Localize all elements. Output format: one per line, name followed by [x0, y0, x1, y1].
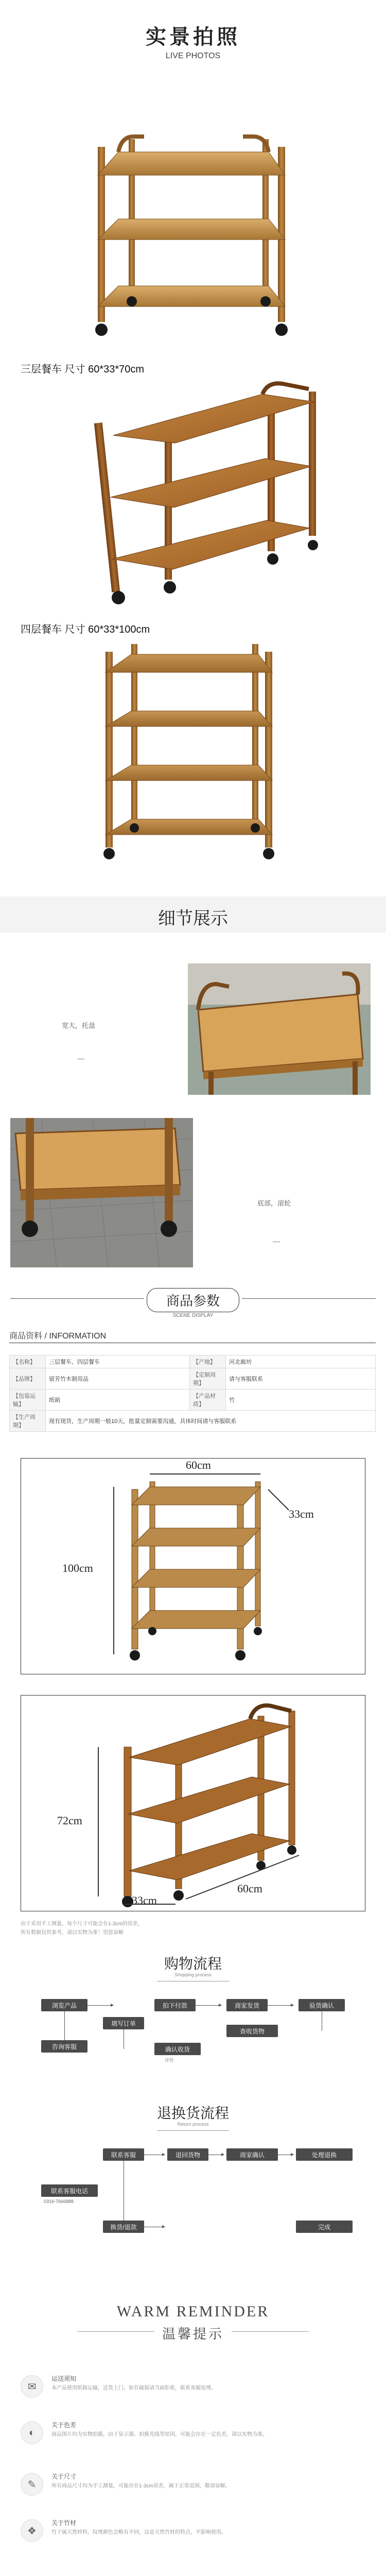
spec-key: 【产品材质】 — [190, 1389, 226, 1411]
photo-wheel-detail — [10, 1118, 193, 1267]
return-step-process: 处理退换 — [296, 2148, 353, 2161]
measure-note-2: 所有数据仅供参考，请以实物为准！望您谅解 — [21, 1930, 124, 1936]
return-step-send: 退回货物 — [167, 2148, 208, 2161]
dim-depth-three: 33cm — [132, 1894, 157, 1907]
detail-label-wheel: 底部，滚轮 — [257, 1199, 291, 1207]
photo-four-tier-cart — [21, 641, 365, 863]
tip-title: 关于竹材 — [51, 2519, 77, 2527]
step-pay: 拍下付款 — [154, 1999, 196, 2011]
params-rule-right — [242, 1298, 376, 1299]
spec-key: 【名称】 — [10, 1355, 46, 1368]
photo-three-tier-cart-angle — [21, 381, 365, 613]
returns-subtitle: Return process — [177, 2122, 209, 2127]
photo-three-tier-cart — [21, 124, 365, 355]
spec-value: 三层餐车、四层餐车 — [46, 1355, 190, 1368]
caption-four-tier: 四层餐车 尺寸 60*33*100cm — [21, 624, 150, 635]
four-tier-cart-illustration — [21, 641, 365, 863]
return-step-refund: 换货/退款 — [103, 2221, 144, 2233]
spec-row — [10, 1411, 376, 1432]
color-icon: ◐ — [21, 2421, 43, 2444]
dimension-diagram-four-tier — [21, 1458, 365, 1674]
dimension-diagram-three-tier — [21, 1695, 365, 1911]
tip-text: 本产品使用纸箱运输，送货上门，如有破损请当面拒收，联系客服处理。 — [51, 2385, 216, 2391]
step-confirm: 确认收货 — [154, 2043, 201, 2055]
three-tier-cart-illustration — [21, 124, 365, 355]
tip-text: 商品图片均为实物拍摄，由于显示器、拍摄光线等原因，可能会存在一定色差，请以实物为准。 — [51, 2432, 268, 2437]
contact-phone-number[interactable]: 0316-7666888 — [44, 2199, 74, 2204]
tip-text: 所有商品尺寸均为手工测量，可能存在1-3cm误差，属于正常范围，敬请谅解。 — [51, 2483, 231, 2489]
spec-value: 河北廊坊 — [226, 1355, 376, 1368]
bamboo-icon: ❖ — [21, 2519, 43, 2542]
measure-note-1: 由于采用手工测量，每个尺寸可能会有1-3cm的误差， — [21, 1921, 143, 1927]
step-consult: 咨询客服 — [41, 2040, 87, 2053]
returns-title: 退换货流程 — [156, 2105, 229, 2121]
flow-arrow — [196, 2005, 221, 2006]
spec-row — [10, 1389, 376, 1411]
three-tier-cart-angle-illustration — [21, 381, 365, 613]
flow-arrow — [268, 2005, 293, 2006]
return-step-contact: 联系客服 — [103, 2148, 144, 2161]
step-browse: 浏览产品 — [41, 1999, 87, 2011]
step-ship: 商家发货 — [226, 1999, 268, 2011]
tip-title: 关于色差 — [51, 2421, 77, 2429]
shopping-title: 购物流程 — [164, 1956, 222, 1972]
live-photos-subtitle: LIVE PHOTOS — [165, 52, 221, 60]
return-step-verify: 商家确认 — [226, 2148, 278, 2161]
spec-key: 【品牌】 — [10, 1368, 46, 1389]
spec-table — [9, 1355, 376, 1432]
tip-text: 竹子属天然材料，纹理颜色会略有不同，这是天然竹材的特点，不影响使用。 — [51, 2530, 226, 2535]
dim-depth-four: 33cm — [289, 1507, 314, 1520]
step-inspect: 验货确认 — [299, 1999, 345, 2011]
dim-width-three: 60cm — [237, 1882, 262, 1895]
tray-detail-illustration — [188, 963, 371, 1095]
dim-height-four: 100cm — [62, 1562, 93, 1574]
spec-key: 【包装运输】 — [10, 1389, 46, 1411]
spec-row — [10, 1368, 376, 1389]
return-step-done: 完成 — [296, 2221, 353, 2233]
spec-value: 留芳竹木制用品 — [46, 1368, 190, 1389]
live-photos-title: 实景拍照 — [146, 26, 240, 48]
reminder-title-cn: 温馨提示 — [162, 2326, 224, 2342]
params-subtitle: SCENE DISPLAY — [172, 1313, 214, 1318]
ruler-icon: ✎ — [21, 2473, 43, 2496]
spec-row — [10, 1355, 376, 1368]
params-rule-left — [10, 1298, 144, 1299]
flow-arrow — [87, 2005, 113, 2006]
spec-value: 竹 — [226, 1389, 376, 1411]
detail-label-tray: 宽大，托盘 — [62, 1022, 96, 1029]
spec-value: 纸箱 — [46, 1389, 190, 1411]
spec-value: 请与客服联系 — [226, 1368, 376, 1389]
shipping-icon: ✉ — [21, 2375, 43, 2398]
step-receive: 查收货物 — [226, 2025, 278, 2037]
tip-title: 关于尺寸 — [51, 2473, 77, 2480]
three-tier-dimension-illustration — [21, 1696, 365, 1911]
step-confirm-sub: 评价 — [165, 2058, 174, 2063]
spec-value: 现有现货，生产周期一般10天，批量定制需要沟通，具体时间请与客服联系 — [46, 1411, 376, 1432]
reminder-title-en: WARM REMINDER — [116, 2303, 270, 2320]
step-order: 填写订单 — [103, 2017, 144, 2029]
contact-phone-label: 联系客服电话 — [41, 2184, 98, 2197]
params-title: 商品参数 — [147, 1288, 239, 1312]
caption-three-tier: 三层餐车 尺寸 60*33*70cm — [21, 364, 145, 375]
details-title: 细节展示 — [158, 909, 228, 928]
spec-key: 【产地】 — [190, 1355, 226, 1368]
flow-connector — [64, 2011, 65, 2040]
photo-tray-detail — [188, 963, 371, 1095]
tip-title: 运送须知 — [51, 2375, 77, 2382]
shopping-subtitle: Shopping process — [174, 1972, 212, 1977]
dim-width-four: 60cm — [186, 1459, 211, 1471]
returns-rule — [157, 2130, 229, 2131]
spec-key: 【定制周期】 — [190, 1368, 226, 1389]
wheel-detail-illustration — [10, 1118, 193, 1267]
spec-key: 【生产周期】 — [10, 1411, 46, 1432]
dim-height-three: 72cm — [57, 1814, 82, 1827]
params-section-title: 商品资料 / INFORMATION — [9, 1332, 107, 1341]
